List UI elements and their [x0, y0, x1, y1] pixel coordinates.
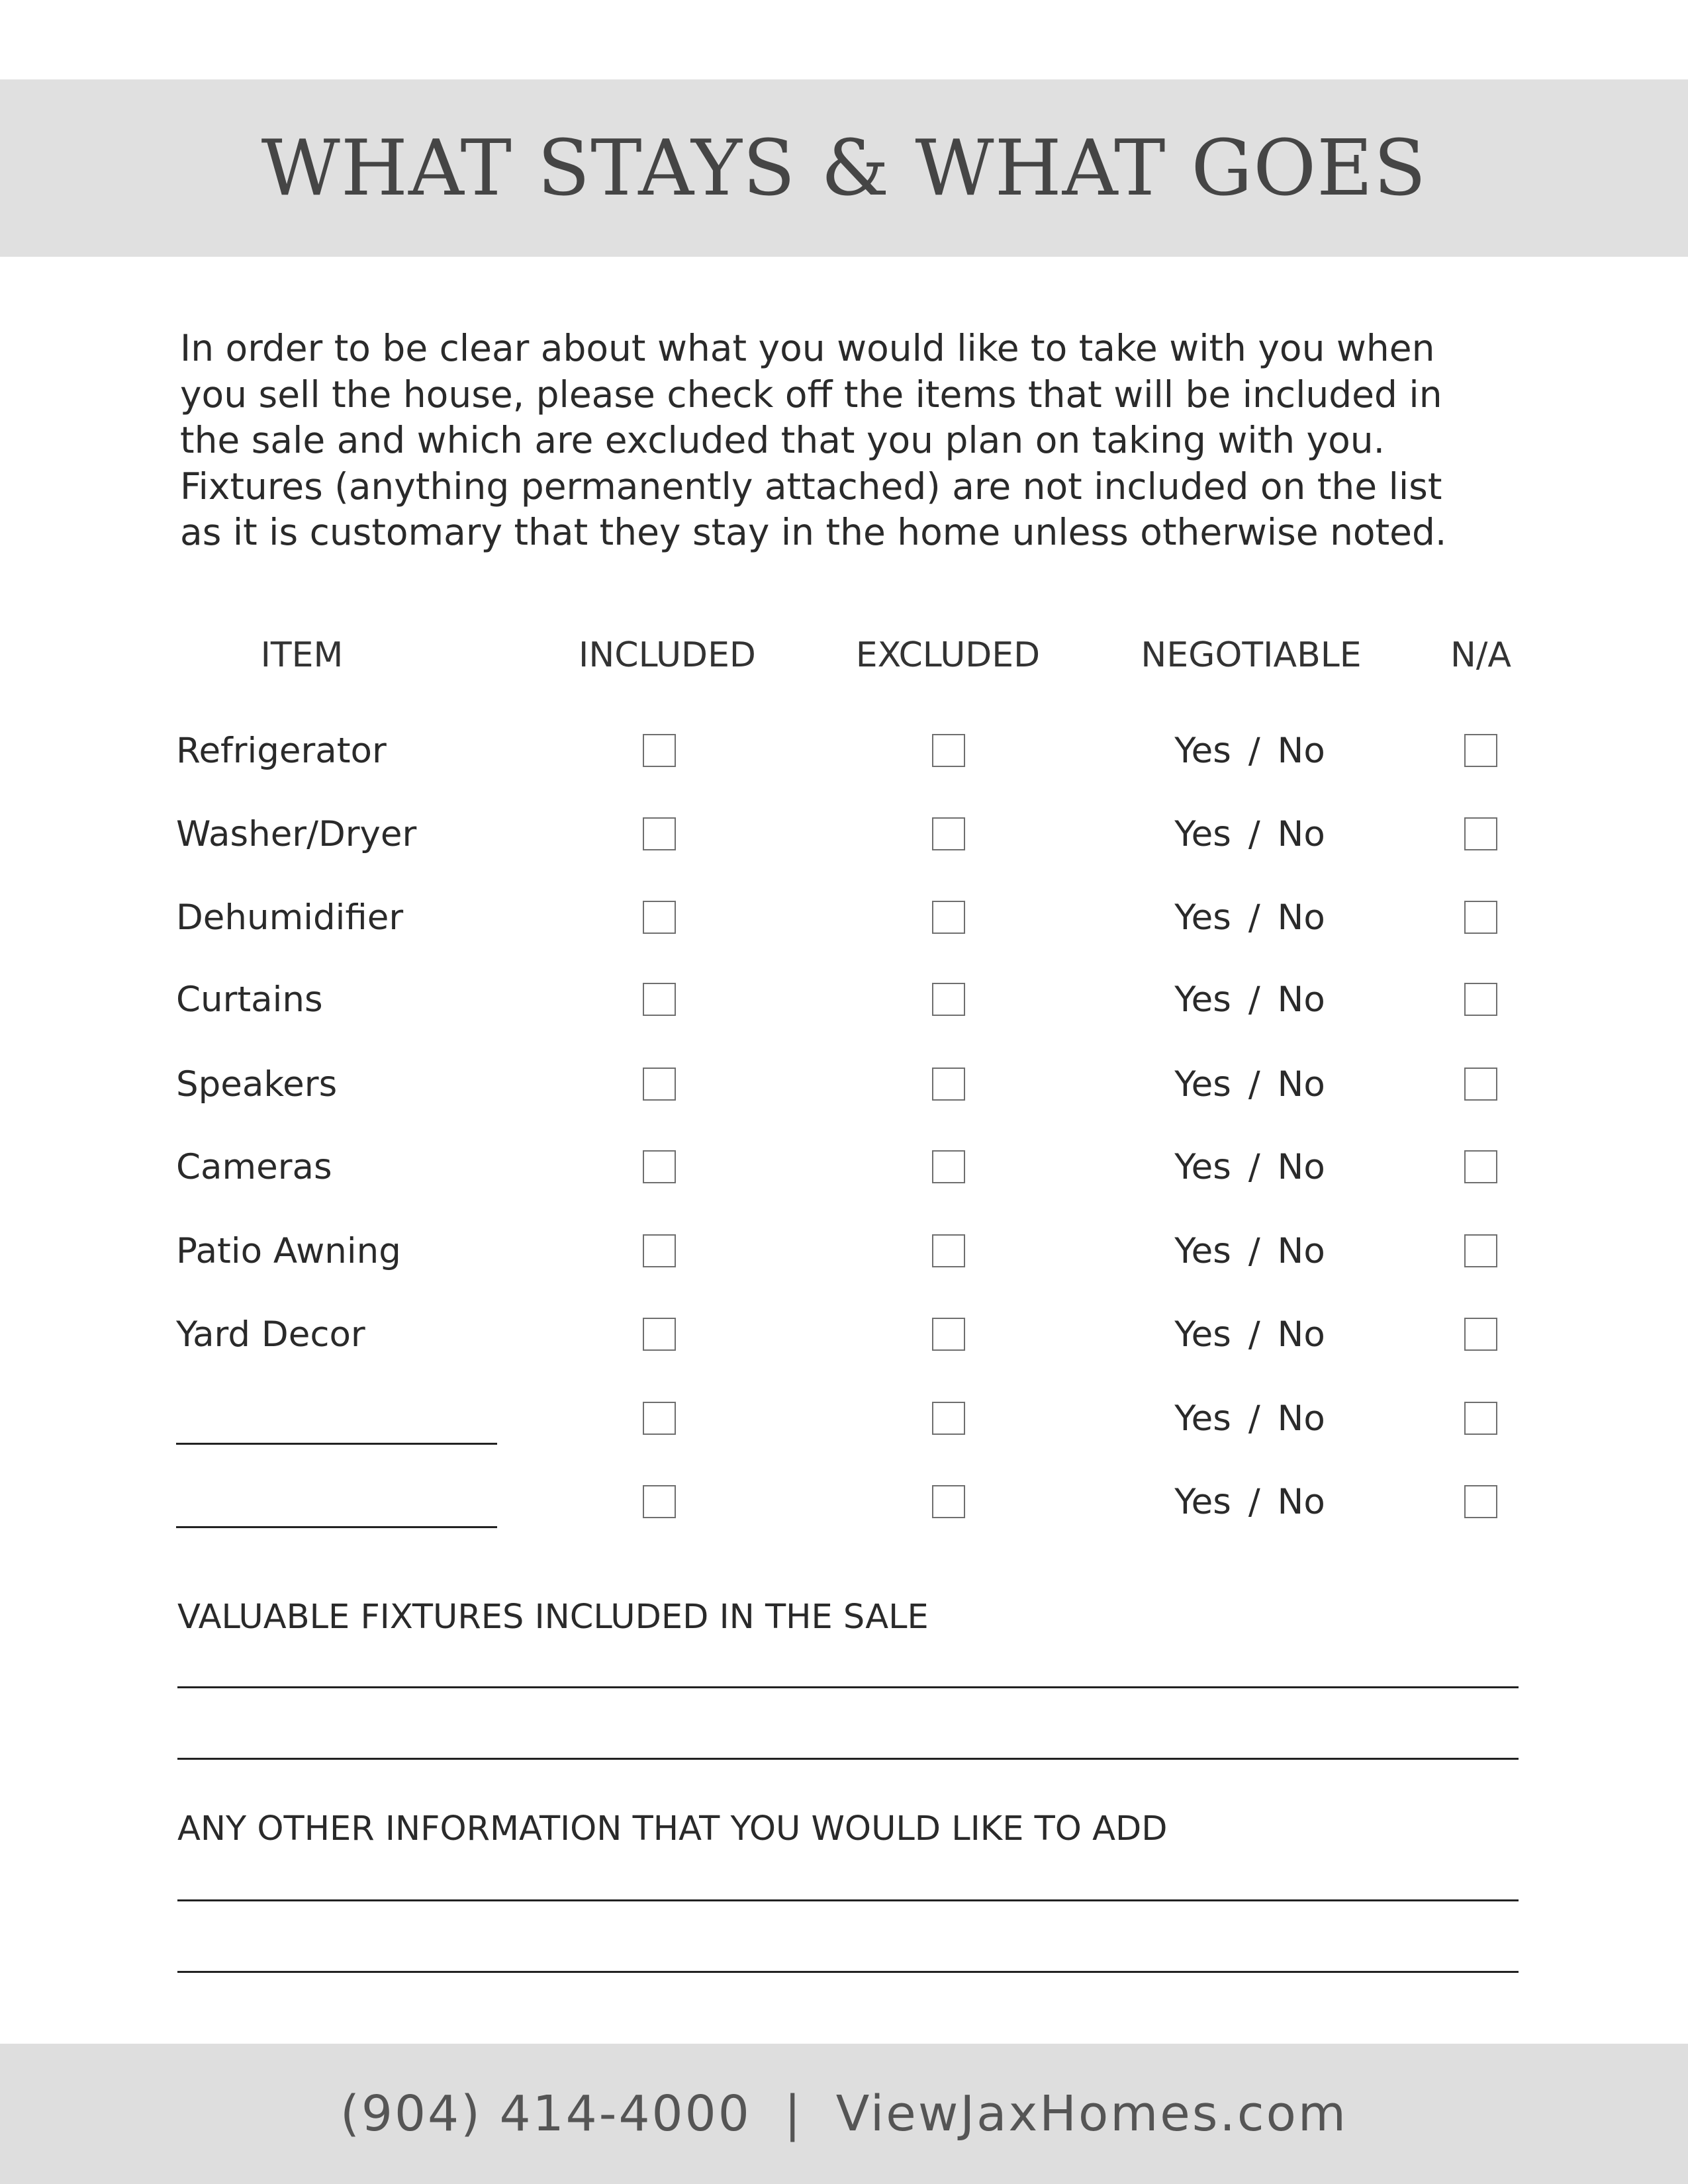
negotiable-yes-no[interactable]: [1174, 1308, 1325, 1361]
included-checkbox[interactable]: [643, 817, 676, 850]
na-checkbox[interactable]: [1464, 1402, 1497, 1435]
intro-paragraph: [180, 326, 1530, 556]
included-checkbox[interactable]: [643, 1234, 676, 1267]
no-option[interactable]: No: [1277, 1482, 1325, 1522]
other-info-write-line[interactable]: [177, 1971, 1519, 1973]
included-checkbox[interactable]: [643, 1068, 676, 1101]
table-row: [0, 974, 1688, 1026]
negotiable-yes-no[interactable]: [1174, 1225, 1325, 1278]
included-checkbox[interactable]: [643, 734, 676, 767]
other-info-section-label: ANY OTHER INFORMATION THAT YOU WOULD LIKE TO ADD: [177, 1809, 1168, 1848]
yes-option[interactable]: Yes: [1174, 979, 1231, 1020]
excluded-checkbox[interactable]: [932, 983, 965, 1016]
table-row: [0, 808, 1688, 861]
footer-phone: (904) 414-4000: [340, 2085, 751, 2142]
no-option[interactable]: No: [1277, 731, 1325, 771]
yes-option[interactable]: Yes: [1174, 897, 1231, 938]
no-option[interactable]: No: [1277, 1231, 1325, 1271]
column-header-included: INCLUDED: [579, 635, 756, 675]
table-row: [0, 1225, 1688, 1278]
yes-option[interactable]: Yes: [1174, 1314, 1231, 1355]
item-label: Patio Awning: [176, 1231, 401, 1271]
yes-no-slash: /: [1248, 1398, 1260, 1439]
na-checkbox[interactable]: [1464, 1150, 1497, 1183]
negotiable-yes-no[interactable]: [1174, 974, 1325, 1026]
yes-option[interactable]: Yes: [1174, 1147, 1231, 1187]
negotiable-yes-no[interactable]: [1174, 725, 1325, 778]
header-band: [0, 79, 1688, 257]
fixtures-write-line[interactable]: [177, 1686, 1519, 1688]
intro-line: you sell the house, please check off the items that will be included in: [180, 373, 1442, 416]
yes-option[interactable]: Yes: [1174, 1482, 1231, 1522]
yes-no-slash: /: [1248, 979, 1260, 1020]
included-checkbox[interactable]: [643, 1485, 676, 1518]
na-checkbox[interactable]: [1464, 1068, 1497, 1101]
item-blank-write-line[interactable]: [176, 1526, 497, 1528]
negotiable-yes-no[interactable]: [1174, 1141, 1325, 1194]
excluded-checkbox[interactable]: [932, 1402, 965, 1435]
yes-option[interactable]: Yes: [1174, 1064, 1231, 1105]
excluded-checkbox[interactable]: [932, 734, 965, 767]
included-checkbox[interactable]: [643, 901, 676, 934]
page-title: WHAT STAYS & WHAT GOES: [261, 123, 1427, 213]
intro-line: as it is customary that they stay in the home unless otherwise noted.: [180, 511, 1447, 553]
na-checkbox[interactable]: [1464, 901, 1497, 934]
table-row: [0, 1392, 1688, 1445]
na-checkbox[interactable]: [1464, 1318, 1497, 1351]
column-header-excluded: EXCLUDED: [855, 635, 1041, 675]
item-label: Curtains: [176, 979, 323, 1020]
item-label: Cameras: [176, 1147, 332, 1187]
yes-no-slash: /: [1248, 1314, 1260, 1355]
negotiable-yes-no[interactable]: [1174, 1392, 1325, 1445]
included-checkbox[interactable]: [643, 983, 676, 1016]
excluded-checkbox[interactable]: [932, 1318, 965, 1351]
no-option[interactable]: No: [1277, 979, 1325, 1020]
intro-line: Fixtures (anything permanently attached) are not included on the list: [180, 465, 1442, 508]
included-checkbox[interactable]: [643, 1150, 676, 1183]
yes-no-slash: /: [1248, 897, 1260, 938]
no-option[interactable]: No: [1277, 897, 1325, 938]
item-label: Speakers: [176, 1064, 338, 1105]
no-option[interactable]: No: [1277, 814, 1325, 854]
included-checkbox[interactable]: [643, 1318, 676, 1351]
footer-website: ViewJaxHomes.com: [835, 2085, 1348, 2142]
yes-option[interactable]: Yes: [1174, 1231, 1231, 1271]
intro-line: In order to be clear about what you would like to take with you when: [180, 327, 1435, 369]
item-blank-write-line[interactable]: [176, 1443, 497, 1445]
na-checkbox[interactable]: [1464, 983, 1497, 1016]
column-header-negotiable: NEGOTIABLE: [1141, 635, 1362, 675]
negotiable-yes-no[interactable]: [1174, 808, 1325, 861]
negotiable-yes-no[interactable]: [1174, 1058, 1325, 1111]
item-label: Washer/Dryer: [176, 814, 417, 854]
negotiable-yes-no[interactable]: [1174, 1476, 1325, 1529]
yes-option[interactable]: Yes: [1174, 1398, 1231, 1439]
table-row: [0, 725, 1688, 778]
na-checkbox[interactable]: [1464, 734, 1497, 767]
no-option[interactable]: No: [1277, 1064, 1325, 1105]
excluded-checkbox[interactable]: [932, 1150, 965, 1183]
footer-separator: |: [784, 2085, 803, 2142]
intro-line: the sale and which are excluded that you plan on taking with you.: [180, 419, 1385, 461]
no-option[interactable]: No: [1277, 1398, 1325, 1439]
fixtures-write-line[interactable]: [177, 1758, 1519, 1760]
excluded-checkbox[interactable]: [932, 1485, 965, 1518]
item-label: Yard Decor: [176, 1314, 365, 1355]
yes-no-slash: /: [1248, 1482, 1260, 1522]
table-row: [0, 1308, 1688, 1361]
item-label: Dehumidifier: [176, 897, 404, 938]
excluded-checkbox[interactable]: [932, 1068, 965, 1101]
excluded-checkbox[interactable]: [932, 817, 965, 850]
fixtures-section-label: VALUABLE FIXTURES INCLUDED IN THE SALE: [177, 1598, 929, 1637]
table-row: [0, 1476, 1688, 1529]
yes-no-slash: /: [1248, 814, 1260, 854]
included-checkbox[interactable]: [643, 1402, 676, 1435]
excluded-checkbox[interactable]: [932, 901, 965, 934]
na-checkbox[interactable]: [1464, 1234, 1497, 1267]
column-header-item: ITEM: [260, 635, 344, 675]
yes-no-slash: /: [1248, 731, 1260, 771]
yes-no-slash: /: [1248, 1231, 1260, 1271]
item-label: Refrigerator: [176, 731, 387, 771]
na-checkbox[interactable]: [1464, 1485, 1497, 1518]
excluded-checkbox[interactable]: [932, 1234, 965, 1267]
na-checkbox[interactable]: [1464, 817, 1497, 850]
no-option[interactable]: No: [1277, 1314, 1325, 1355]
footer-contact: [340, 2085, 1348, 2142]
table-row: [0, 1058, 1688, 1111]
column-header-na: N/A: [1450, 635, 1511, 675]
no-option[interactable]: No: [1277, 1147, 1325, 1187]
table-row: [0, 891, 1688, 944]
other-info-write-line[interactable]: [177, 1899, 1519, 1901]
yes-option[interactable]: Yes: [1174, 731, 1231, 771]
table-row: [0, 1141, 1688, 1194]
yes-no-slash: /: [1248, 1064, 1260, 1105]
footer-band: [0, 2044, 1688, 2184]
yes-option[interactable]: Yes: [1174, 814, 1231, 854]
yes-no-slash: /: [1248, 1147, 1260, 1187]
negotiable-yes-no[interactable]: [1174, 891, 1325, 944]
